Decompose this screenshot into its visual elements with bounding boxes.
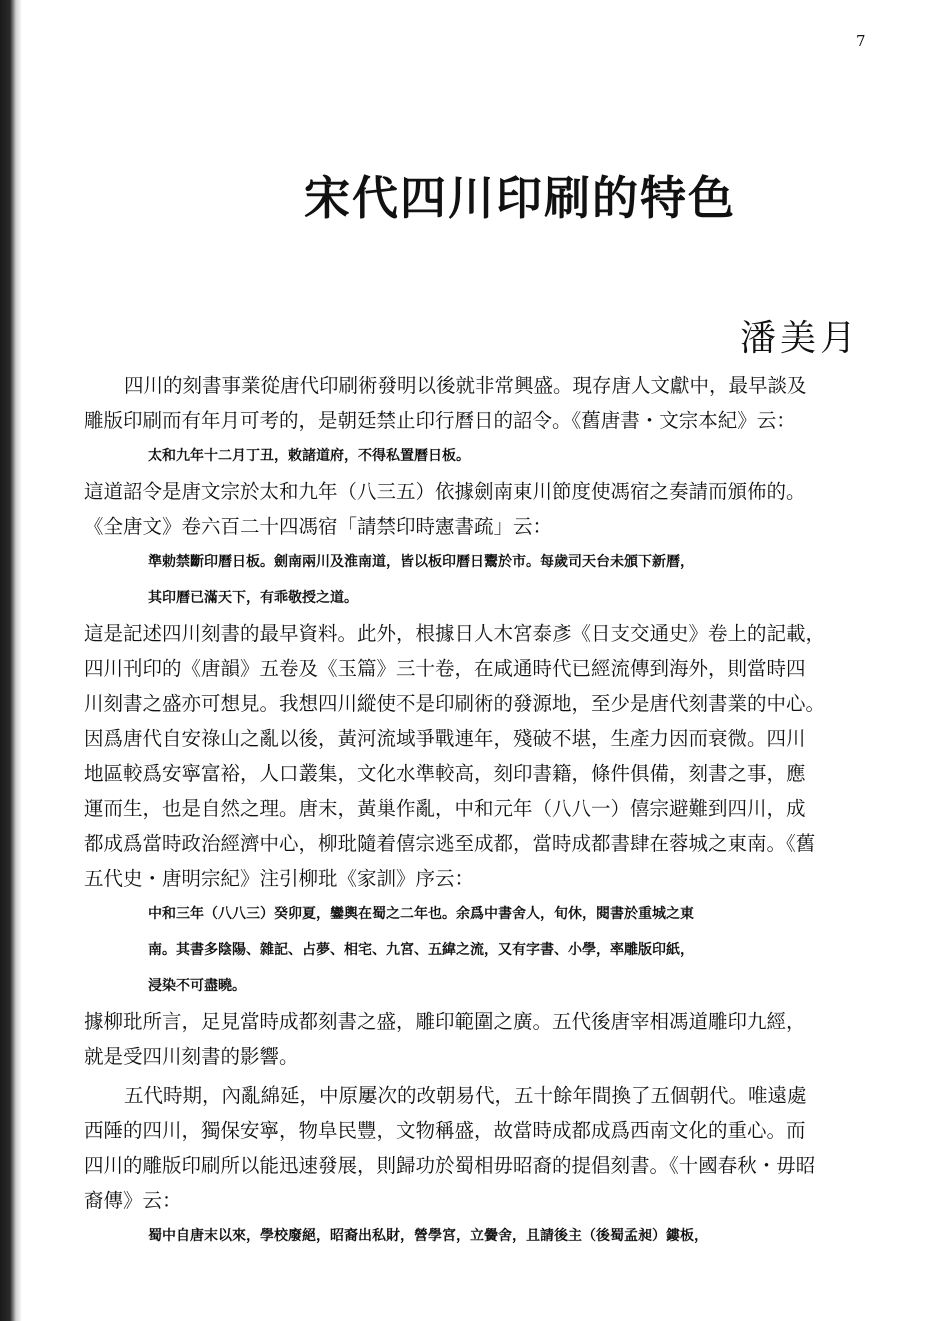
body-text-line: 就是受四川刻書的影響。 bbox=[84, 1045, 299, 1068]
body-text-line: 西陲的四川，獨保安寧，物阜民豐，文物稱盛，故當時成都成爲西南文化的重心。而 bbox=[84, 1119, 806, 1142]
quotation-line: 太和九年十二月丁丑，敕諸道府，不得私置曆日板。 bbox=[148, 448, 470, 464]
body-text-line: 五代史・唐明宗紀》注引柳玭《家訓》序云： bbox=[84, 867, 475, 890]
article-body bbox=[84, 368, 884, 1254]
body-text-line: 都成爲當時政治經濟中心，柳玭隨着僖宗逃至成都，當時成都書肆在蓉城之東南。《舊 bbox=[84, 832, 816, 855]
quotation-line: 準勅禁斷印曆日板。劍南兩川及淮南道，皆以板印曆日鬻於市。每歲司天台未頒下新曆， bbox=[148, 554, 694, 570]
body-text-line: 這是記述四川刻書的最早資料。此外，根據日人木宮泰彥《日支交通史》卷上的記載， bbox=[84, 622, 826, 645]
quotation-line: 南。其書多陰陽、雜記、占夢、相宅、九宮、五緯之流，又有字書、小學，率雕版印紙， bbox=[148, 942, 694, 958]
body-text-line: 據柳玭所言，足見當時成都刻書之盛，雕印範圍之廣。五代後唐宰相馮道雕印九經， bbox=[84, 1010, 806, 1033]
body-text-line: 四川刊印的《唐韻》五卷及《玉篇》三十卷，在咸通時代已經流傳到海外，則當時四 bbox=[84, 657, 806, 680]
body-text-line: 四川的刻書事業從唐代印刷術發明以後就非常興盛。現存唐人文獻中，最早談及 bbox=[124, 374, 807, 397]
body-text-line: 裔傳》云： bbox=[84, 1189, 182, 1212]
author-name: 潘美月 bbox=[740, 318, 861, 359]
body-text-line: 四川的雕版印刷所以能迅速發展，則歸功於蜀相毋昭裔的提倡刻書。《十國春秋・毋昭 bbox=[84, 1154, 816, 1177]
page-number: 7 bbox=[856, 32, 866, 50]
body-text-line: 《全唐文》卷六百二十四馮宿「請禁印時憲書疏」云： bbox=[84, 515, 553, 538]
quotation-line: 蜀中自唐末以來，學校廢絕，昭裔出私財，營學宮，立黌舍，且請後主（後蜀孟昶）鏤板， bbox=[148, 1228, 708, 1244]
article-title: 宋代四川印刷的特色 bbox=[304, 171, 736, 225]
body-text-line: 雕版印刷而有年月可考的，是朝廷禁止印行曆日的詔令。《舊唐書・文宗本紀》云： bbox=[84, 409, 796, 432]
body-text-line: 因爲唐代自安祿山之亂以後，黃河流域爭戰連年，殘破不堪，生產力因而衰微。四川 bbox=[84, 727, 806, 750]
quotation-line: 其印曆已滿天下，有乖敬授之道。 bbox=[148, 590, 358, 606]
quotation-line: 浸染不可盡曉。 bbox=[148, 978, 246, 994]
body-text-line: 地區較爲安寧富裕，人口叢集，文化水準較高，刻印書籍，條件俱備，刻書之事，應 bbox=[84, 762, 806, 785]
quotation-line: 中和三年（八八三）癸卯夏，鑾輿在蜀之二年也。余爲中書舍人，旬休，閱書於重城之東 bbox=[148, 906, 694, 922]
body-text-line: 運而生，也是自然之理。唐末，黃巢作亂，中和元年（八八一）僖宗避難到四川，成 bbox=[84, 797, 806, 820]
body-text-line: 川刻書之盛亦可想見。我想四川縱使不是印刷術的發源地，至少是唐代刻書業的中心。 bbox=[84, 692, 826, 715]
body-text-line: 五代時期，內亂綿延，中原屢次的改朝易代，五十餘年間換了五個朝代。唯遠處 bbox=[124, 1084, 807, 1107]
body-text-line: 這道詔令是唐文宗於太和九年（八三五）依據劍南東川節度使馮宿之奏請而頒佈的。 bbox=[84, 480, 806, 503]
